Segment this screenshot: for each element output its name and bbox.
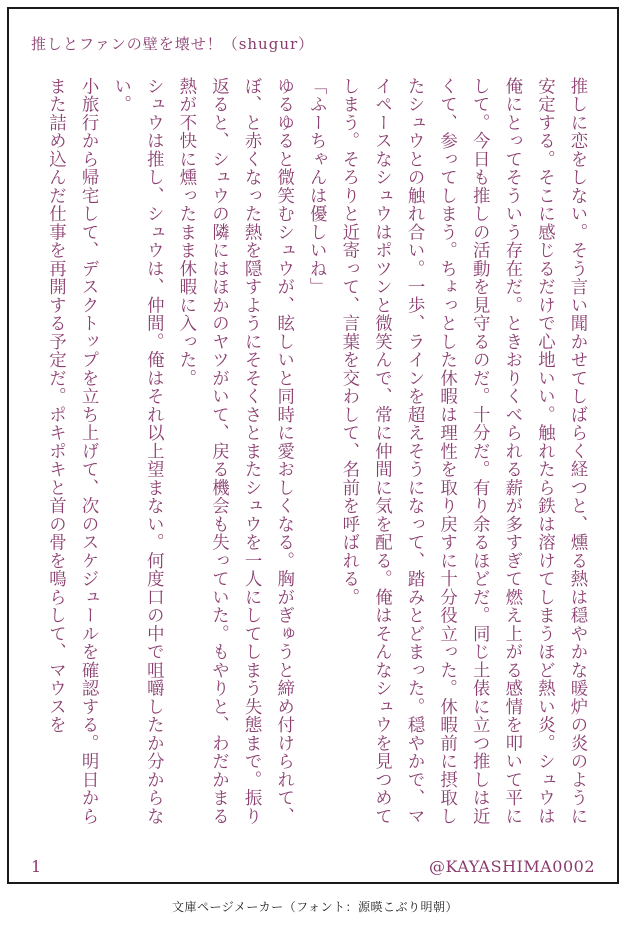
vertical-body-text [39,77,593,837]
page-header-title: 推しとファンの壁を壊せ！（shugur） [31,35,315,53]
page-number: 1 [31,857,42,876]
paragraph: 小旅行から帰宅して、デスクトップを立ち上げて、次のスケジュールを確認する。明日からまた詰め込んだ仕事を再開する予定だ。ポキポキと首の骨を鳴らして、マウスを [45,77,99,826]
paragraph: シュウは推し、シュウは、仲間。俺はそれ以上望まない。何度口の中で咀嚼したか分からない。 [110,77,164,826]
author-handle: @KAYASHIMA0002 [429,857,595,876]
paragraph: 推しに恋をしない。そう言い聞かせてしばらく経つと、燻る熱は穏やかな暖炉の炎のように安定する。そこに感じるだけで心地いい。触れたら鉄は溶けてしまうほど熱い炎。シュウは俺にとってそういう存在だ。ときおりくべられる薪が多すぎて燃え上がる感情を叩いて平にして。今日も推しの活動を見守るのだ。十分だ。有り余るほどだ。同じ土俵に立つ推しは近くて、参ってしまう。ちょっとした休暇は理性を取り戻すに十分役立った。休暇前に摂取したシュウとの触れ合い。一歩、ラインを超えそうになって、踏みとどまった。穏やかで、マイペースなシュウはポツンと微笑んで、常に仲間に気を配る。俺はそんなシュウを見つめてしまう。そろりと近寄って、言葉を交わして、名前を呼ばれる。 [338,77,587,826]
paragraph: 「ふーちゃんは優しいね」 [306,77,327,296]
paragraph: ゆるゆると微笑むシュウが、眩しいと同時に愛おしくなる。胸がぎゅうと締め付けられて、ぼ、と赤くなった熱を隠すようにそそくさとまたシュウを一人にしてしまう失態まで。振り返ると、シュウの隣にはほかのヤツがいて、戻る機会も失っていた。もやりと、わだかまる熱が不快に燻ったまま休暇に入った。 [175,77,294,826]
book-page [7,7,619,884]
generator-credit: 文庫ページメーカー（フォント：源暎こぶり明朝） [171,900,459,914]
